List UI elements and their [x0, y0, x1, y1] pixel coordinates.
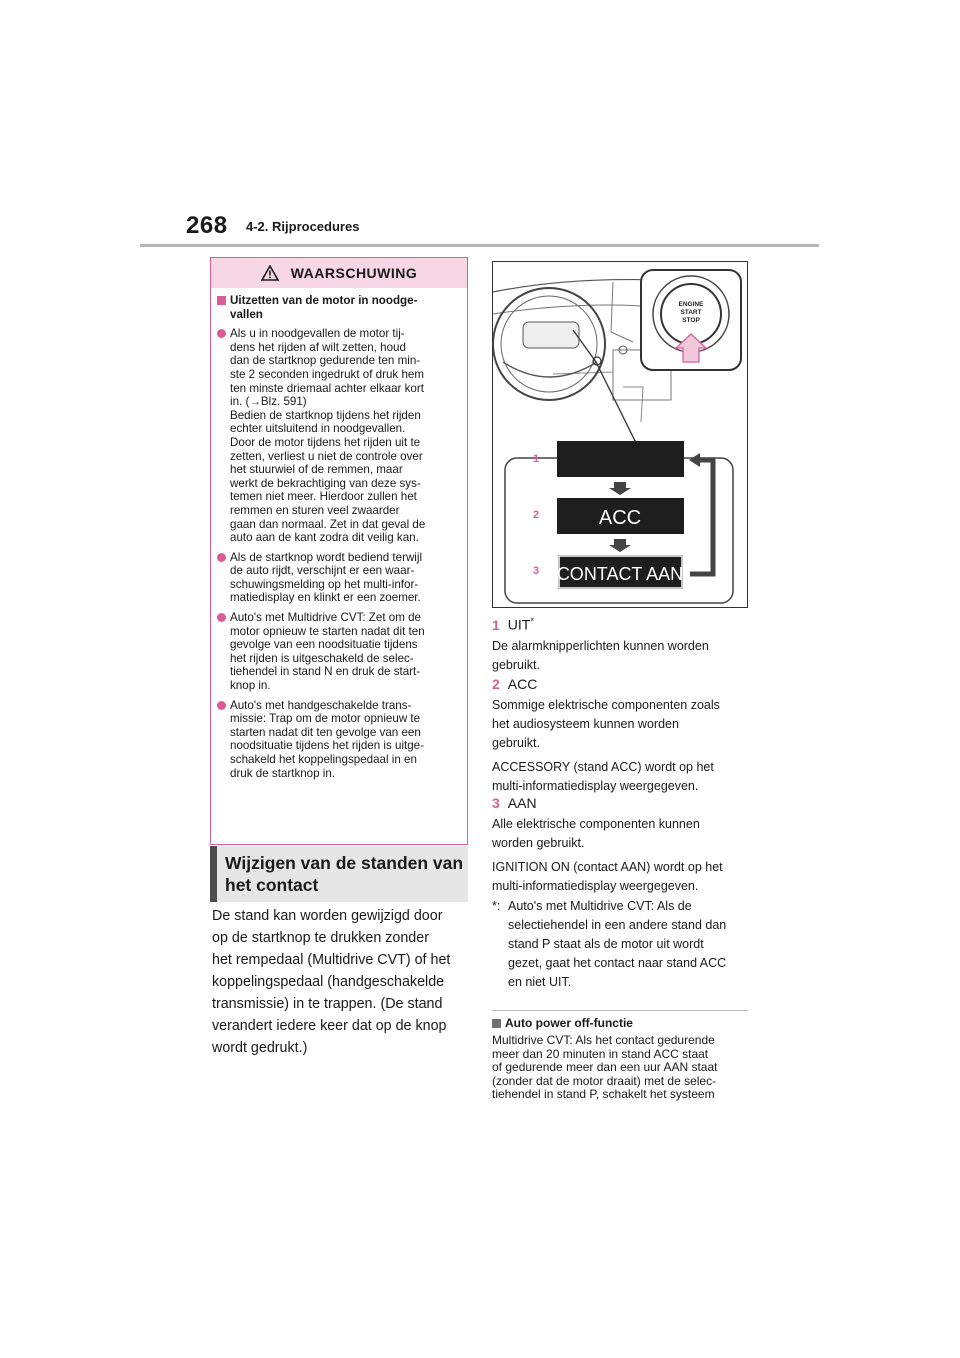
- warning-item-text: Auto's met handgeschakelde trans- missie: Trap om de motor opnieuw te starten nadat dit ten gevolge van een noodsituatie tijdens het rijden is uitge- schakeld het koppelingspedaal in en druk de startknop in.: [230, 698, 424, 780]
- warning-subheading: Uitzetten van de motor in noodge- vallen: [230, 294, 418, 321]
- mode-label: UIT: [507, 616, 531, 633]
- section-heading-box: [210, 846, 468, 902]
- dashboard-diagram: [493, 262, 747, 607]
- round-bullet-icon: [217, 613, 226, 622]
- page-number: 268: [186, 212, 228, 239]
- auto-power-off-text: Multidrive CVT: Als het contact gedurende meer dan 20 minuten in stand ACC staat of gedurende meer dan een uur AAN staat (zonder dat de motor draait) met de selec- tiehendel in stand P, schakelt het systeem: [492, 1033, 718, 1102]
- warning-item: [217, 327, 461, 545]
- mode-description: Sommige elektrische componenten zoals het audiosysteem kunnen worden gebruikt.: [492, 698, 720, 750]
- mode-item-3: [492, 795, 748, 896]
- warning-item-text: Auto's met Multidrive CVT: Zet om de motor opnieuw te starten nadat dit ten gevolge van een noodsituatie tijdens het rijden is uitgeschakeld de selec- tiehendel in stand N en druk de start- knop in.: [230, 611, 425, 693]
- step-number: 2: [533, 509, 540, 521]
- mode-description: IGNITION ON (contact AAN) wordt op het multi-informatiedisplay weergegeven.: [492, 860, 723, 893]
- warning-header: [211, 258, 467, 288]
- mode-item-2: [492, 676, 748, 796]
- step-number: 1: [533, 453, 540, 465]
- warning-item-text: Als de startknop wordt bediend terwijl de auto rijdt, verschijnt er een waar- schuwingsmelding op het multi-infor- matiedisplay en klinkt er een zoemer.: [230, 550, 423, 605]
- ignition-illustration: [492, 261, 748, 608]
- auto-power-off-heading-row: [492, 1016, 633, 1030]
- warning-body: [217, 294, 461, 786]
- mode-number: 2: [492, 676, 500, 692]
- warning-title: WAARSCHUWING: [290, 265, 418, 281]
- warning-item: [217, 699, 461, 781]
- square-bullet-icon: [217, 296, 226, 305]
- footnote-mark: *: [530, 616, 534, 626]
- intro-paragraph: De stand kan worden gewijzigd door op de startknop te drukken zonder het rempedaal (Multidrive CVT) of het koppelingspedaal (handgeschakelde transmissie) in te trappen. (De stand verandert iedere keer dat op de knop wordt gedrukt.): [212, 908, 451, 1056]
- button-text-engine: ENGINE: [678, 301, 704, 308]
- footnote-text: Auto's met Multidrive CVT: Als de selectiehendel in een andere stand dan stand P staat als de motor uit wordt gezet, gaat het contact naar stand ACC en niet UIT.: [508, 899, 727, 989]
- display-label: ACC: [598, 507, 642, 529]
- step-number: 3: [533, 565, 540, 577]
- warning-box: [210, 257, 468, 845]
- section-heading: Wijzigen van de standen van het contact: [225, 853, 464, 895]
- mode-description: Alle elektrische componenten kunnen worden gebruikt.: [492, 817, 700, 850]
- warning-triangle-icon: [261, 265, 279, 281]
- mode-number: 1: [492, 616, 500, 633]
- display-off: [557, 441, 684, 477]
- mode-item-1: [492, 616, 748, 675]
- square-bullet-icon: [492, 1019, 501, 1028]
- mode-description: De alarmknipperlichten kunnen worden gebruikt.: [492, 638, 709, 672]
- auto-power-off-heading: Auto power off-functie: [505, 1016, 633, 1030]
- footnote-marker: *:: [492, 899, 501, 913]
- display-label: CONTACT AAN: [556, 564, 684, 584]
- warning-subheading-row: [217, 294, 461, 321]
- button-text-start: START: [680, 309, 702, 316]
- mode-number: 3: [492, 795, 500, 811]
- warning-item: [217, 611, 461, 693]
- section-title: 4-2. Rijprocedures: [246, 219, 360, 234]
- mode-label: ACC: [507, 676, 538, 692]
- round-bullet-icon: [217, 329, 226, 338]
- warning-item-text: Als u in noodgevallen de motor tij- dens het rijden af wilt zetten, houd dan de startknop gedurende ten min- ste 2 seconden ingedrukt of druk hem ten minste driemaal achter elkaar kort in. (→Blz. 591) Bedien de startknop tijdens het rijden echter uitsluitend in noodgevallen. Door de motor tijdens het rijden uit te zetten, verliest u niet de controle over het stuurwiel of de remmen, maar werkt de bekrachtiging van deze sys- temen niet meer. Hierdoor zullen het remmen en sturen veel zwaarder gaan dan normaal. Zet in dat geval de auto aan de kant zodra dit veilig kan.: [230, 327, 426, 545]
- header-divider: [140, 244, 819, 247]
- divider: [492, 1010, 748, 1011]
- footnote: [492, 897, 748, 992]
- round-bullet-icon: [217, 553, 226, 562]
- mode-label: AAN: [507, 795, 537, 811]
- button-text-stop: STOP: [682, 317, 700, 324]
- mode-description: ACCESSORY (stand ACC) wordt op het multi-informatiedisplay weergegeven.: [492, 760, 714, 793]
- round-bullet-icon: [217, 701, 226, 710]
- warning-item: [217, 551, 461, 605]
